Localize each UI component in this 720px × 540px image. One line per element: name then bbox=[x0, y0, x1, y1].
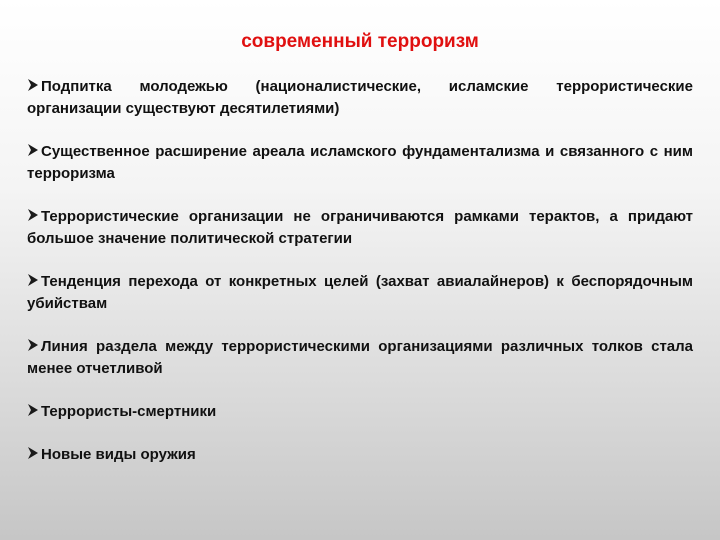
arrowhead-bullet-icon bbox=[27, 273, 39, 287]
bullet-text: Линия раздела между террористическими организациями различных толков стала менее отчетливой bbox=[27, 338, 693, 377]
arrowhead-bullet-icon bbox=[27, 403, 39, 417]
bullet-item bbox=[27, 401, 693, 423]
bullet-text: Новые виды оружия bbox=[41, 446, 196, 463]
bullet-text: Террористические организации не ограничиваются рамками терактов, а придают большое значение политической стратегии bbox=[27, 208, 693, 247]
bullet-item bbox=[27, 141, 693, 185]
bullet-text: Террористы-смертники bbox=[41, 403, 217, 420]
bullet-item bbox=[27, 76, 693, 120]
arrowhead-bullet-icon bbox=[27, 446, 39, 460]
bullet-list bbox=[27, 76, 693, 487]
bullet-text: Подпитка молодежью (националистические, исламские террористические организации существуют десятилетиями) bbox=[27, 78, 693, 117]
bullet-text: Существенное расширение ареала исламского фундаментализма и связанного с ним терроризма bbox=[27, 143, 693, 182]
arrowhead-bullet-icon bbox=[27, 338, 39, 352]
slide-title: современный терроризм bbox=[241, 31, 479, 52]
arrowhead-bullet-icon bbox=[27, 78, 39, 92]
arrowhead-bullet-icon bbox=[27, 208, 39, 222]
bullet-item bbox=[27, 444, 693, 466]
arrowhead-bullet-icon bbox=[27, 143, 39, 157]
bullet-item bbox=[27, 206, 693, 250]
bullet-item bbox=[27, 271, 693, 315]
bullet-text: Тенденция перехода от конкретных целей (захват авиалайнеров) к беспорядочным убийствам bbox=[27, 273, 693, 312]
bullet-item bbox=[27, 336, 693, 380]
